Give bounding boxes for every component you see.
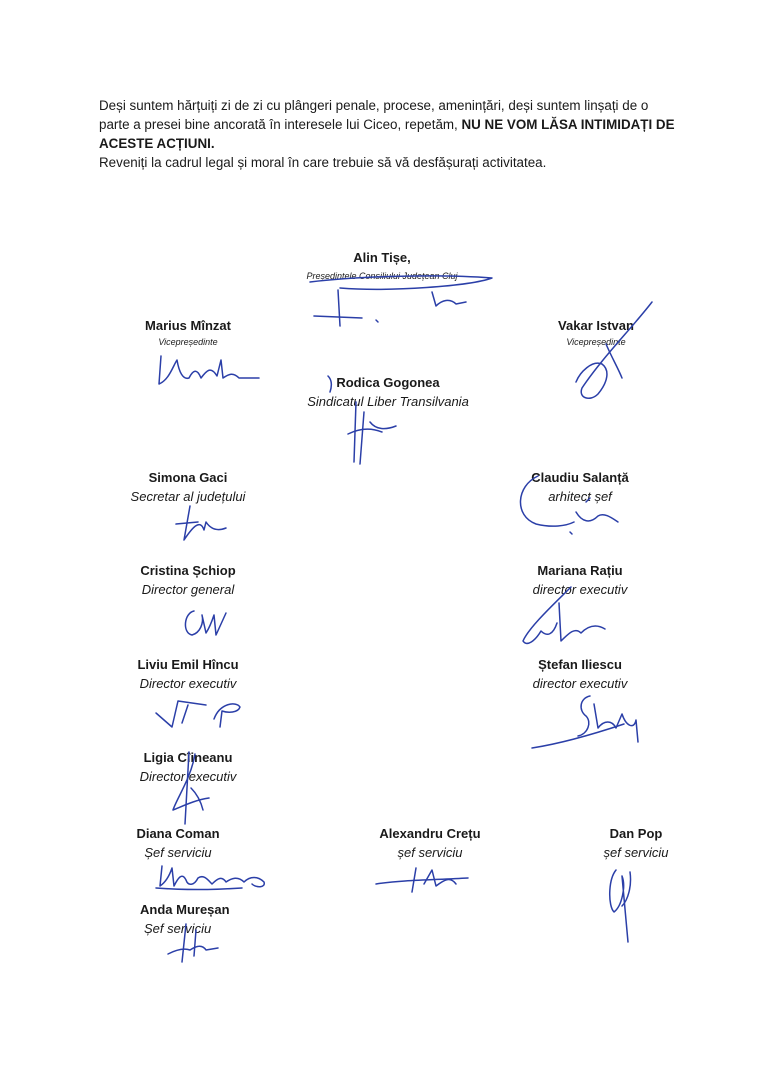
signatory-role: director executiv	[532, 676, 628, 691]
signature-vakar-istvan	[562, 298, 662, 408]
signatory-role: Președintele Consiliului Județean Cluj	[306, 271, 458, 281]
signatory-cristina-schiop	[108, 563, 268, 599]
signature-alexandru-cretu	[372, 862, 482, 896]
signature-ligia-ciineanu	[165, 748, 225, 828]
signatory-role: Șef serviciu	[144, 845, 212, 860]
signatory-role: Vicepreședinte	[566, 337, 626, 347]
signatory-dan-pop	[566, 826, 706, 862]
signatory-role: șef serviciu	[603, 845, 669, 860]
signatory-name: Alin Tișe,	[353, 250, 411, 265]
signature-alin-tise	[300, 268, 500, 328]
signatory-name: Liviu Emil Hîncu	[137, 657, 239, 672]
signatory-role: Sindicatul Liber Transilvania	[307, 394, 469, 409]
signatory-role: Director general	[141, 582, 235, 597]
signatory-name: Simona Gaci	[148, 470, 228, 485]
intro-paragraph	[99, 96, 679, 153]
signatory-name: Cristina Șchiop	[140, 563, 236, 578]
signatory-name: Claudiu Salanță	[531, 470, 629, 485]
signatory-alexandru-cretu	[350, 826, 510, 862]
signature-claudiu-salanta	[508, 472, 628, 537]
signatory-liviu-emil-hincu	[108, 657, 268, 693]
signatory-stefan-iliescu	[500, 657, 660, 693]
signature-stefan-iliescu	[528, 690, 648, 760]
signatory-role: director executiv	[532, 582, 628, 597]
signatory-role: Șef serviciu	[144, 921, 212, 936]
signatory-name: Anda Mureșan	[140, 902, 230, 917]
intro-text: Deși suntem hărțuiți zi de zi cu plângeri penale, procese, amenințări, deși suntem linșați de o parte a presei bine ancorată în interesele lui Ciceo, repetăm,	[99, 98, 649, 132]
signature-simona-gaci	[170, 500, 240, 545]
signature-dan-pop	[600, 866, 650, 946]
signature-anda-muresan	[160, 920, 230, 968]
signatory-role: Secretar al județului	[130, 489, 246, 504]
signatory-name: Diana Coman	[136, 826, 220, 841]
signature-liviu-emil-hincu	[148, 693, 248, 733]
signatory-name: Ștefan Iliescu	[538, 657, 622, 672]
signatory-role: Director executiv	[139, 769, 237, 784]
signature-diana-coman	[152, 860, 276, 894]
intro-emphasis: NU NE VOM LĂSA INTIMIDAȚI DE ACESTE ACȚIUNI.	[99, 117, 675, 151]
signatory-marius-minzat	[118, 318, 258, 348]
signatory-name: Dan Pop	[609, 826, 663, 841]
signatory-name: Alexandru Crețu	[379, 826, 481, 841]
signatory-name: Mariana Rațiu	[537, 563, 623, 578]
signatory-role: Director executiv	[139, 676, 237, 691]
signatory-name: Marius Mînzat	[145, 318, 231, 333]
signature-marius-minzat	[155, 350, 265, 390]
signature-mariana-ratiu	[515, 583, 615, 653]
closing-paragraph: Reveniți la cadrul legal și moral în care trebuie să vă desfășurați activitatea.	[99, 155, 547, 170]
signature-cristina-schiop	[180, 603, 240, 643]
signatory-role: arhitect șef	[548, 489, 612, 504]
signatory-diana-coman	[108, 826, 248, 862]
signatory-name: Ligia Cîineanu	[143, 750, 233, 765]
signature-rodica-gogonea	[320, 372, 410, 467]
signatory-role: Vicepreședinte	[158, 337, 218, 347]
signatory-name: Rodica Gogonea	[336, 375, 440, 390]
signatory-role: șef serviciu	[397, 845, 463, 860]
signatory-name: Vakar Istvan	[558, 318, 634, 333]
